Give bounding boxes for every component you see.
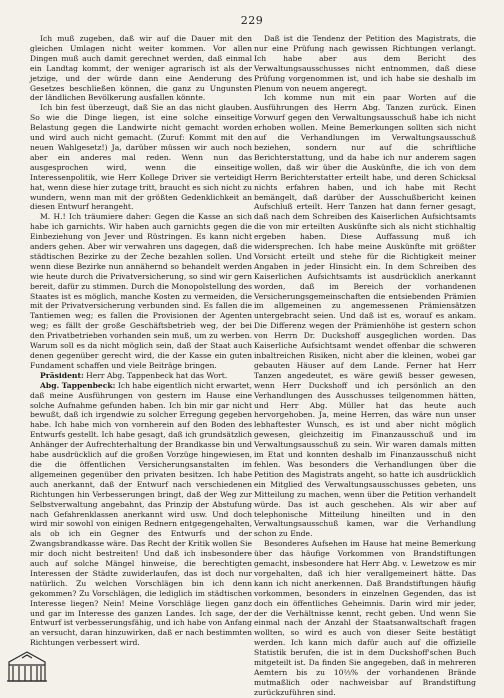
paragraph: M. H.! Ich träumiere daher: Gegen die Kasse an sich habe ich garnichts. Wir haben auch garnichts gegen die Einbeziehung von Jever und Rüstringen. Es kann nicht anders gehen. Aber wir verwahren uns dagegen, daß die städtischen Bezirke zu der Zeche bezahlen sollen. Und wenn diese Bezirke nun annähernd so behandelt werden wie heute durch die Privatversicherung, so sind wir gern bereit, dafür zu stimmen. Durch die Monopolstellung des Staates ist es möglich, manche Kosten zu vermeiden, die mit der Privatversicherung verbunden sind. Es fallen die Tantiemen weg; es fallen die Provisionen der Agenten weg; es fällt der große Geschäftsbetrieb weg, der bei den Privatbetrieben vorhanden sein muß, um zu werben. Warum soll es da nicht möglich sein, daß der Staat auch denen gegenüber gerecht wird, die der Kasse ein guten Fundament schaffen und viele Beiträge bringen. bbox=[30, 212, 252, 370]
building-logo-icon bbox=[6, 648, 48, 682]
page-number: 229 bbox=[240, 14, 264, 27]
right-column bbox=[254, 34, 476, 697]
paragraph: Präsident: Herr Abg. Tappenbeck hat das Wort. bbox=[40, 370, 228, 380]
left-column bbox=[30, 34, 252, 664]
paragraph: Ich komme nun mit ein paar Worten auf die Ausführungen des Herrn Abg. Tanzen zurück. Einen Vorwurf gegen den Verwaltungsausschuß habe ich nicht erhoben wollen. Meine Bemerkungen sollten sich nicht auf die Verhandlungen im Verwaltungsausschuß beziehen, sondern nur auf die schriftliche Berichterstattung, und da habe ich nur anderem sagen wollen, daß wir über die Auskünfte, die ich von dem Herrn Berichterstatter erteilt habe, und deren Schicksal nichts erfahren haben, und ich habe mit Recht bemängelt, daß darüber der Ausschußbericht keinen Aufschluß erteilt. Herr Tanzen hat dann ferner gesagt, daß nach dem Schreiben des Kaiserlichen Aufsichtsamts die von mir erteilten Auskünfte sich als nicht stichhaltig ergeben haben. Diese Auffassung muß ich widersprechen. Ich habe meine Auskünfte mit größter Vorsicht erteilt und stehe für die Richtigkeit meiner Angaben in jeder Hinsicht ein. In dem Schreiben des Kaiserlichen Aufsichtsamts ist ausdrücklich anerkannt worden, daß im Bereich der vorhandenen Versicherungsgemeinschaften die entsiebenden Prämien im allgemeinen zu angemessenen Prämiensätzen untergebracht seien. Und daß ist es, worauf es ankam. Die Differenz wegen der Prämienhöhe ist gestern schon von Herrn Dr. Duckshoff ausgeglichen worden. Das Kaiserliche Aufsichtsamt wendet offenbar die schweren inbaltreichen Risiken, nicht aber die kleinen, wobei gar gebauten Häuser auf dem Lande. Ferner hat Herr Tanzen angedeutet, es wäre gewiß besser gewesen, wenn Herr Duckshoff und ich persönlich an den Verhandlungen des Ausschusses teilgenommen hätten, und Herr Abg. Müller hat das heute auch hervorgehoben. Ja, meine Herren, das wäre nun unser lebhaftester Wunsch, es ist und aber nicht möglich gewesen, gleichzeitig im Finanzausschuß und im Verwaltungsausschuß zu sein. Wir waren damals mitten im Etat und konnten deshalb im Finanzausschuß nicht fehlen. Was besonders die Verhandlungen über die Petition des Magistrats angeht, so hatte ich ausdrücklich ein Mitglied des Verwaltungsausschusses gebeten, uns Mitteilung zu machen, wenn über die Petition verhandelt würde. Das ist auch geschehen. Als wir aber auf telephonische Mitteilung hineilten und in den Verwaltungsausschuß kamen, war die Verhandlung schon zu Ende. bbox=[254, 93, 476, 539]
paragraph: Daß ist die Tendenz der Petition des Magistrats, die nur eine Prüfung nach gewissen Richtungen verlangt. Ich habe aber aus dem Bericht des Verwaltungsausschusses nicht entnommen, daß diese Prüfung vorgenommen ist, und ich habe sie deshalb im Plenum von neuem angeregt. bbox=[254, 34, 476, 93]
paragraph: Ich muß zugeben, daß wir auf die Dauer mit den gleichen Umlagen nicht weiter kommen. Vor allen Dingen muß auch damit gerechnet werden, daß einmal ein Landtag kommt, der weniger agrarisch ist als der jetzige, und der würde dann eine Aenderung des Gesetzes beschließen können, die ganz zu Ungunsten der ländlichen Bevölkerung ausfallen könnte. bbox=[30, 34, 252, 103]
paragraph: Besonderes Aufsehen im Hause hat meine Bemerkung über das häufige Vorkommen von Brandstiftungen gemacht, insbesondere hat Herr Abg. v. Lewetzow es mir vorgehalten, daß ich hier verallgemeinert hätte. Das kann ich nicht anerkennen. Daß Brandstiftungen häufig vorkommen, besonders in einzelnen Gegenden, das ist doch ein öffentliches Geheimnis. Darin wird mir jeder, der die Verhältnisse kennt, recht geben. Und wenn Sie einmal nach der Anzahl der Staatsanwaltschaft fragen wollten, so wird es auch von dieser Seite bestätigt werden. Ich kann mich dafür auch auf die offizielle Statistik berufen, die ist in dem Duckshoff'schen Buch mitgeteilt ist. Da finden Sie angegeben, daß in mehreren Aemtern bis zu 10⅔% der vorhandenen Brände mutmaßlich oder nachweisbar auf Brandstiftung zurückzuführen sind. bbox=[254, 539, 476, 697]
speaker-label: Abg. Tappenbeck: bbox=[40, 380, 116, 390]
speaker-label: Präsident: bbox=[40, 370, 84, 380]
paragraph: Abg. Tappenbeck: Ich habe eigentlich nicht erwartet, daß meine Ausführungen von gestern im Hause eine solche Aufnahme gefunden haben. Ich bin mir gar nicht bewußt, daß ich irgendwie zu solcher Erregung gegeben habe. Ich habe mich von vornherein auf den Boden des Entwurfs gestellt. Ich habe gesagt, daß ich grundsätzlich Anhänger der Aufrechterhaltung der Brandkasse bin und habe ausdrücklich auf die großen Vorzüge hingewiesen, die die öffentlichen Versicherungsanstalten im allgemeinen gegenüber den privaten besitzen. Ich habe auch anerkannt, daß der Entwurf nach verschiedenen Richtungen hin Verbesserungen bringt, daß der Weg zur Selbstverwaltung angebahnt, das Prinzip der Abstufung nach Gefahrenklassen anerkannt wird usw. Und doch wird mir sowohl von einigen Rednern entgegengehalten, als ob ich ein Gegner des Entwurfs und der Zwangsbrandkasse wäre. Das Recht der Kritik wollen Sie mir doch nicht bestreiten! Und daß ich insbesondere auch auf solche Mängel hinweise, die berechtigten Interessen der Städte zuwiderlaufen, das ist doch nur natürlich. Zu welchen Vorschlägen bin ich denn gekommen? Zu Vorschlägen, die lediglich im städtischen Interesse liegen? Nein! Meine Vorschläge liegen ganz und gar im Interesse des ganzen Landes. Ich sage, der Entwurf ist verbesserungsfähig, und ich habe von Anfang an versucht, daran hinzuwirken, daß er nach bestimmten Richtungen verbessert wird. bbox=[30, 380, 252, 648]
paragraph: Ich bin fest überzeugt, daß Sie an das nicht glauben. So wie die Dinge liegen, ist eine solche einseitige Belastung gegen die Landwirte nicht gemacht worden und wird auch nicht gemacht. (Zuruf: Kommt mit den neuen Wahlgesetz!) Ja, darüber müssen wir auch noch aber ein anderes mal reden. Wenn nun das ausgesprochen wird, wenn die einseitige Interessenpolitik, wie Herr Kollege Driver sie verteidigt hat, wenn diese hier zutage tritt, braucht es sich nicht zu wundern, wenn man mit der größten Gedenklichkeit an diesen Entwurf herangeht. bbox=[30, 103, 252, 212]
